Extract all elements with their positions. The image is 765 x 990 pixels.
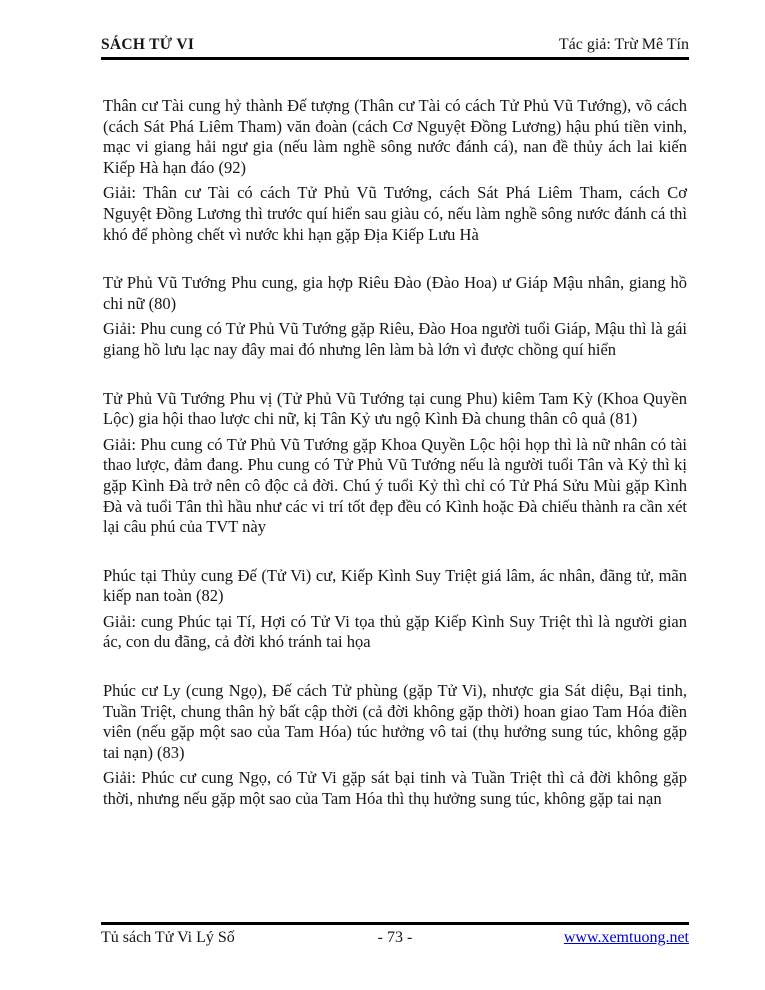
verse-paragraph-92: Thân cư Tài cung hỷ thành Đế tượng (Thân cư Tài có cách Tử Phủ Vũ Tướng), võ cách (cách Sát Phá Liêm Tham) văn đoàn (cách Cơ Nguyệt Đồng Lương) hậu phú tiền vinh, mạc vi giang hải ngư gia (nếu làm nghề sông nước đánh cá), nan đề thủy ách lai kiến Kiếp Hà hạn đáo (92) [103,96,687,177]
explanation-paragraph-83: Giải: Phúc cư cung Ngọ, có Tử Vi gặp sát bại tinh và Tuần Triệt thì cả đời không gặp thời, nhưng nếu gặp một sao của Tam Hóa thì thụ hưởng sung túc, không gặp tai nạn [103,768,687,809]
explanation-paragraph-82: Giải: cung Phúc tại Tí, Hợi có Tử Vi tọa thủ gặp Kiếp Kình Suy Triệt thì là người gian ác, con du đãng, cả đời khó tránh tai họa [103,611,687,652]
document-body [103,96,687,810]
book-title: SÁCH TỬ VI [101,36,195,53]
page-header [101,36,689,60]
author-credit: Tác giả: Trừ Mê Tín [558,36,689,53]
page-number: - 73 - [377,929,413,946]
website-link[interactable]: www.xemtuong.net [563,929,689,946]
series-title: Tủ sách Tử Vi Lý Số [101,929,235,946]
explanation-paragraph-80: Giải: Phu cung có Tử Phủ Vũ Tướng gặp Riêu, Đào Hoa người tuổi Giáp, Mậu thì là gái giang hồ lưu lạc nay đây mai đó nhưng lên làm bà lớn vì được chồng quí hiển [103,319,687,359]
verse-paragraph-80: Tử Phủ Vũ Tướng Phu cung, gia hợp Riêu Đào (Đào Hoa) ư Giáp Mậu nhân, giang hồ chi nữ (80) [103,273,687,313]
explanation-paragraph-92: Giải: Thân cư Tài có cách Tử Phủ Vũ Tướng, cách Sát Phá Liêm Tham, cách Cơ Nguyệt Đồng Lương thì trước quí hiển sau giàu có, nếu làm nghề sông nước đánh cá thì khó để phòng chết vì nước khi hạn gặp Địa Kiếp Lưu Hà [103,183,687,244]
page-footer [101,922,689,947]
verse-paragraph-82: Phúc tại Thủy cung Đế (Tử Vi) cư, Kiếp Kình Suy Triệt giá lâm, ác nhân, đãng tử, mãn kiếp nan toàn (82) [103,565,687,606]
verse-paragraph-83: Phúc cư Ly (cung Ngọ), Đế cách Tử phùng (gặp Tử Vi), nhược gia Sát diệu, Bại tinh, Tuần Triệt, chung thân hỷ bất cập thời (cả đời không gặp thời) hoan giao Tam Hóa điền viên (nếu gặp một sao của Tam Hóa) túc hưởng vô tai (thụ hưởng sung túc, không gặp tai nạn) (83) [103,681,687,762]
verse-paragraph-81: Tử Phủ Vũ Tướng Phu vị (Tử Phủ Vũ Tướng tại cung Phu) kiêm Tam Kỳ (Khoa Quyền Lộc) gia hội thao lược chi nữ, kị Tân Kỷ ưu ngộ Kình Đà chung thân cô quả (81) [103,388,687,429]
explanation-paragraph-81: Giải: Phu cung có Tử Phủ Vũ Tướng gặp Khoa Quyền Lộc hội họp thì là nữ nhân có tài thao lược, đảm đang. Phu cung có Tử Phủ Vũ Tướng nếu là người tuổi Tân và Kỷ thì kị gặp Kình Đà trở nên cô độc cả đời. Chú ý tuổi Kỷ thì chỉ có Tử Phá Sửu Mùi gặp Kình Đà và tuổi Tân thì hầu như các vi trí tốt đẹp đều có Kình hoặc Đà chiếu thành ra cần xét lại câu phú của TVT này [103,434,687,537]
